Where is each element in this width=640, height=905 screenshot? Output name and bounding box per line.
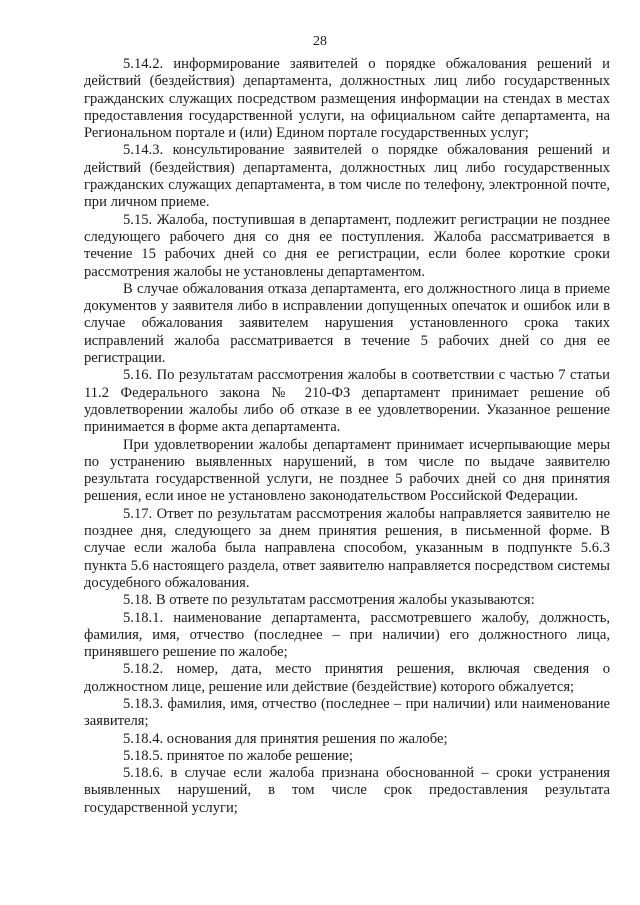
- paragraph-5-16: 5.16. По результатам рассмотрения жалобы в соответствии с частью 7 статьи 11.2 Федерального закона № 210-ФЗ департамент принимает решение об удовлетворении жалобы либо об отказе в ее удовлетворении. Указанное решение принимается в форме акта департамента.: [84, 367, 610, 436]
- paragraph-5-14-3: 5.14.3. консультирование заявителей о порядке обжалования решений и действий (бездействия) департамента, должностных лиц либо государственных гражданских служащих департамента, в том числе по телефону, электронной почте, при личном приеме.: [84, 142, 610, 211]
- paragraph-5-16-satisfaction: При удовлетворении жалобы департамент принимает исчерпывающие меры по устранению выявленных нарушений, в том числе по выдаче заявителю результата государственной услуги, не позднее 5 рабочих дней со дня принятия решения, если иное не установлено законодательством Российской Федерации.: [84, 436, 610, 505]
- paragraph-5-18-5: 5.18.5. принятое по жалобе решение;: [123, 747, 354, 764]
- paragraph-5-18-1: 5.18.1. наименование департамента, рассмотревшего жалобу, должность, фамилия, имя, отчество (последнее – при наличии) его должностного лица, принявшего решение по жалобе;: [84, 609, 610, 661]
- paragraph-5-18-3: 5.18.3. фамилия, имя, отчество (последнее – при наличии) или наименование заявителя;: [84, 695, 610, 730]
- paragraph-5-18: 5.18. В ответе по результатам рассмотрения жалобы указываются:: [123, 592, 535, 609]
- paragraph-5-18-4: 5.18.4. основания для принятия решения по жалобе;: [123, 730, 448, 747]
- paragraph-5-14-2: 5.14.2. информирование заявителей о порядке обжалования решений и действий (бездействия) департамента, должностных лиц либо государственных гражданских служащих посредством размещения информации на стендах в местах предоставления государственной услуги, на официальном сайте департамента, на Региональном портале и (или) Едином портале государственных услуг;: [84, 56, 610, 142]
- paragraph-5-18-2: 5.18.2. номер, дата, место принятия решения, включая сведения о должностном лице, решение или действие (бездействие) которого обжалуется;: [84, 661, 610, 695]
- page-number: 28: [313, 34, 327, 49]
- paragraph-5-18-6: 5.18.6. в случае если жалоба признана обоснованной – сроки устранения выявленных нарушений, в том числе срок предоставления результата государственной услуги;: [84, 765, 610, 816]
- paragraph-5-17: 5.17. Ответ по результатам рассмотрения жалобы направляется заявителю не позднее дня, следующего за днем принятия решения, в письменной форме. В случае если жалоба была направлена способом, указанным в подпункте 5.6.3 пункта 5.6 настоящего раздела, ответ заявителю направляется посредством системы досудебного обжалования.: [84, 505, 610, 591]
- paragraph-5-15-refusal: В случае обжалования отказа департамента, его должностного лица в приеме документов у заявителя либо в исправлении допущенных опечаток и ошибок или в случае обжалования заявителем нарушения установленного срока таких исправлений жалоба рассматривается в течение 5 рабочих дней со дня ее регистрации.: [84, 280, 610, 367]
- paragraph-5-15: 5.15. Жалоба, поступившая в департамент, подлежит регистрации не позднее следующего рабочего дня со дня ее поступления. Жалоба рассматривается в течение 15 рабочих дней со дня ее регистрации, если более короткие сроки рассмотрения жалобы не установлены департаментом.: [84, 211, 610, 280]
- document-body: [84, 56, 610, 817]
